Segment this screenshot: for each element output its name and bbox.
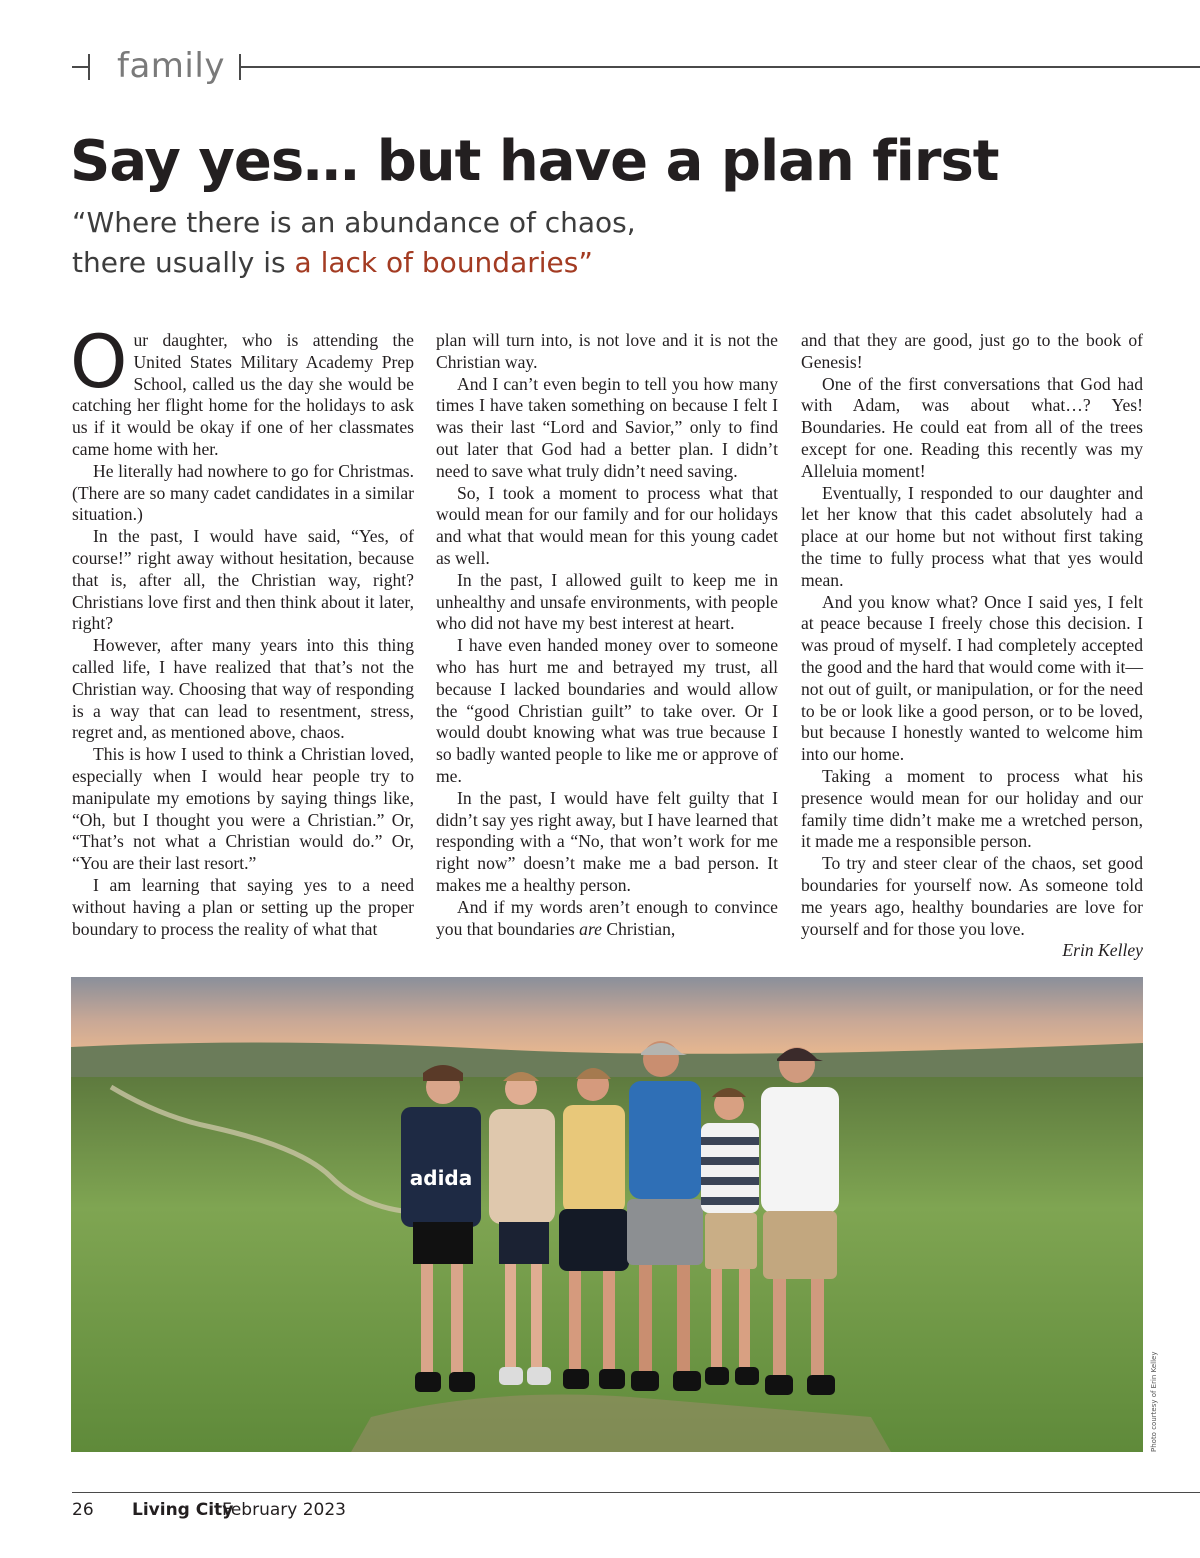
- article-paragraph: [436, 897, 778, 941]
- section-label: family: [117, 46, 225, 86]
- article-paragraph-text: ur daughter, who is attending the United States Military Academy Prep School, called us the day she would be catching her flight home for the holidays to ask us if it would be okay if one of her classmates came home with her.: [72, 330, 414, 459]
- deck: [72, 203, 636, 283]
- issue-date: February 2023: [222, 1500, 346, 1520]
- article-paragraph: This is how I used to think a Christian loved, especially when I would hear people try to manipulate my emotions by saying things like, “Oh, but I thought you were a Christian.” Or, “That’s not what a Christian would do.” Or, “You are their last resort.”: [72, 744, 414, 874]
- article-text: And if my words aren’t enough to convince you that boundaries: [436, 896, 778, 939]
- article-paragraph: However, after many years into this thing called life, I have realized that that’s not the Christian way. Choosing that way of responding is a way that can lead to resentment, stress, regret and, as mentioned above, chaos.: [72, 635, 414, 743]
- article-paragraph: He literally had nowhere to go for Christmas. (There are so many cadet candidates in a similar situation.): [72, 460, 414, 525]
- page-number: 26: [72, 1500, 94, 1520]
- magazine-name: Living City: [132, 1500, 234, 1520]
- article-paragraph: In the past, I would have said, “Yes, of course!” right away without hesitation, because that is, after all, the Christian way, right? Christians love first and then think about it later, right?: [72, 526, 414, 634]
- deck-highlight: a lack of boundaries”: [294, 246, 593, 279]
- article-paragraph: and that they are good, just go to the book of Genesis!: [801, 330, 1143, 372]
- section-tick-left: [88, 54, 90, 80]
- footer-rule: [72, 1492, 1200, 1493]
- article-paragraph: I have even handed money over to someone who has hurt me and betrayed my trust, all because I lacked boundaries and would allow the “good Christian guilt” to take over. Or I would doubt knowing what was true because I so badly wanted people to like me or approve of me.: [436, 635, 778, 786]
- article-paragraph: So, I took a moment to process what that would mean for our family and for our holidays and what that would mean for this young cadet as well.: [436, 482, 778, 568]
- deck-line-2-start: there usually is: [72, 246, 295, 279]
- article-paragraph: plan will turn into, is not love and it is not the Christian way.: [436, 330, 778, 372]
- section-rule: [239, 66, 1200, 68]
- article-emphasis: are: [579, 918, 602, 939]
- article-column-1: [70, 320, 414, 940]
- article-paragraph: One of the first conversations that God had with Adam, was about what…? Yes! Boundaries. He could eat from all of the trees except for one. Reading this recently was my Alleluia moment!: [801, 373, 1143, 481]
- author-byline: Erin Kelley: [1062, 940, 1143, 961]
- shirt-logo-text: adida: [409, 1166, 473, 1190]
- deck-line-2: [72, 243, 636, 283]
- article-paragraph: I am learning that saying yes to a need without having a plan or setting up the proper boundary to process the reality of what that: [72, 874, 414, 939]
- drop-cap: O: [70, 320, 128, 405]
- article-paragraph: And you know what? Once I said yes, I felt at peace because I freely chose this decision. I was proud of myself. I had completely accepted the good and the hard that would come with it—not out of guilt, or manipulation, or for the need to be or look like a good person, or to be loved, but because I honestly wanted to welcome him into our home.: [801, 591, 1143, 765]
- article-text: Christian,: [601, 918, 676, 939]
- article-paragraph: In the past, I allowed guilt to keep me in unhealthy and unsafe environments, with people who did not have my best interest at heart.: [436, 569, 778, 634]
- article-paragraph: In the past, I would have felt guilty that I didn’t say yes right away, but I have learned that responding with a “No, that won’t work for me right now” doesn’t make me a bad person. It makes me a healthy person.: [436, 787, 778, 895]
- family-photo: [71, 977, 1143, 1452]
- article-paragraph: To try and steer clear of the chaos, set good boundaries for yourself now. As someone told me years ago, healthy boundaries are love for yourself and for those you love.: [801, 853, 1143, 939]
- photo-credit: Photo courtesy of Erin Kelley: [1150, 1351, 1158, 1452]
- article-column-3: [801, 330, 1143, 962]
- article-paragraph: And I can’t even begin to tell you how many times I have taken something on because I felt I was their last “Lord and Savior,” only to find out later that God had a better plan. I didn’t need to save what truly didn’t need saving.: [436, 373, 778, 481]
- article-paragraph: Taking a moment to process what his presence would mean for our holiday and our family time didn’t make me a wretched person, it made me a responsible person.: [801, 765, 1143, 852]
- article-paragraph: [70, 320, 414, 461]
- deck-line-1: “Where there is an abundance of chaos,: [72, 206, 636, 239]
- article-column-2: [436, 330, 778, 940]
- headline: Say yes… but have a plan first: [70, 129, 999, 194]
- article-paragraph: Eventually, I responded to our daughter and let her know that this cadet absolutely had a place at our home but not without first taking the time to fully process what that yes would mean.: [801, 482, 1143, 590]
- photo-illustration: [71, 977, 1143, 1452]
